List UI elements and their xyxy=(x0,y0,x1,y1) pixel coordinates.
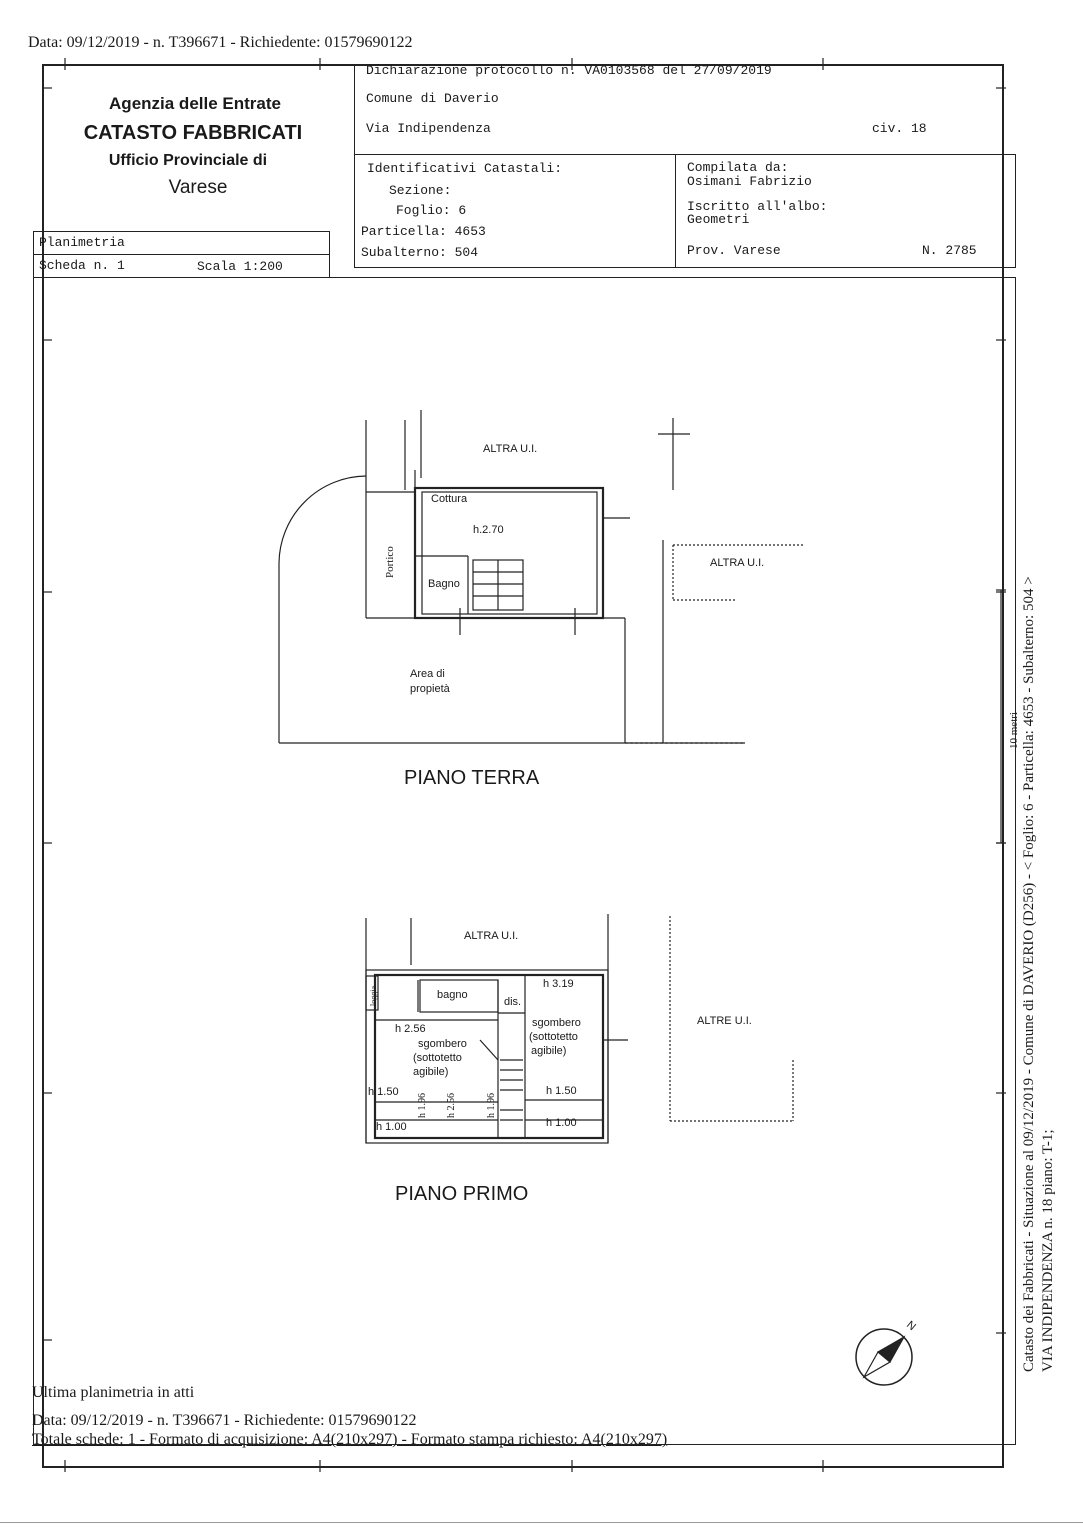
ff-v256: h 2.56 xyxy=(446,1093,457,1118)
ff-title: PIANO PRIMO xyxy=(395,1183,529,1205)
scale: Scala 1:200 xyxy=(197,259,283,274)
ff-h256: h 2.56 xyxy=(395,1023,426,1035)
ff-sgombero-right-1: sgombero xyxy=(532,1017,581,1029)
side-address-line: VIA INDIPENDENZA n. 18 piano: T-1; xyxy=(1040,1129,1056,1372)
gf-area-line2: propietà xyxy=(410,683,450,695)
ff-bagno: bagno xyxy=(437,989,468,1001)
agency-office: Ufficio Provinciale di xyxy=(108,152,268,169)
top-request-line: Data: 09/12/2019 - n. T396671 - Richiedente: 01579690122 xyxy=(28,34,413,51)
agency-catasto: CATASTO FABBRICATI xyxy=(83,122,303,144)
gf-bagno: Bagno xyxy=(428,578,460,590)
foglio: Foglio: 6 xyxy=(396,203,467,218)
gf-portico: Portico xyxy=(384,546,396,578)
ff-altre-right: ALTRE U.I. xyxy=(697,1015,752,1027)
particella: Particella: 4653 xyxy=(361,224,486,239)
sezione: Sezione: xyxy=(389,183,452,198)
footer-totals-line: Totale schede: 1 - Formato di acquisizione: A4(210x297) - Formato stampa richiesto: A4(210x297) xyxy=(32,1431,668,1448)
side-situation-line: Catasto dei Fabbricati - Situazione al 09/12/2019 - Comune di DAVERIO (D256) - < Foglio: 6 - Particella: 4653 - Subalterno: 504 > xyxy=(1021,576,1037,1372)
gf-height: h.2.70 xyxy=(473,524,504,536)
ff-sgombero-left-2: (sottotetto xyxy=(413,1052,462,1064)
albo-label: Iscritto all'albo: xyxy=(687,199,828,214)
ff-h100-left: h 1.00 xyxy=(376,1121,407,1133)
bottom-edge-line xyxy=(0,1522,1083,1523)
scale-bar-label: 10 metri xyxy=(1008,712,1020,749)
ff-h150-left: h 1.50 xyxy=(368,1086,399,1098)
comune-line: Comune di Daverio xyxy=(366,91,499,106)
compass-north-label: N xyxy=(904,1318,918,1334)
scheda-number: Scheda n. 1 xyxy=(39,258,125,273)
ff-h100-right: h 1.00 xyxy=(546,1117,577,1129)
ff-loggia: loggia xyxy=(369,986,378,1006)
ff-v196b: h 1.96 xyxy=(486,1093,497,1118)
ff-h319: h 3.19 xyxy=(543,978,574,990)
identifiers-title: Identificativi Catastali: xyxy=(367,161,563,176)
ff-v196a: h 1.96 xyxy=(417,1093,428,1118)
ff-dis: dis. xyxy=(504,996,522,1008)
gf-title: PIANO TERRA xyxy=(404,767,540,789)
ff-sgombero-left-1: sgombero xyxy=(418,1038,467,1050)
gf-altra-top: ALTRA U.I. xyxy=(483,443,538,455)
via-line: Via Indipendenza xyxy=(366,121,491,136)
ff-sgombero-left-3: agibile) xyxy=(413,1066,449,1078)
protocol-line: Dichiarazione protocollo n. VA0103568 del 27/09/2019 xyxy=(366,63,772,78)
gf-area-line1: Area di xyxy=(410,668,445,680)
compiled-label: Compilata da: xyxy=(687,160,789,175)
prov: Prov. Varese xyxy=(687,243,781,258)
footer-last-plan: Ultima planimetria in atti xyxy=(32,1384,195,1401)
footer-date-line: Data: 09/12/2019 - n. T396671 - Richiedente: 01579690122 xyxy=(32,1412,417,1429)
ff-altra-top: ALTRA U.I. xyxy=(464,930,519,942)
subalterno: Subalterno: 504 xyxy=(361,245,479,260)
gf-cottura: Cottura xyxy=(431,493,468,505)
ff-sgombero-right-2: (sottotetto xyxy=(529,1031,578,1043)
gf-altra-right: ALTRA U.I. xyxy=(710,557,765,569)
agency-city: Varese xyxy=(168,177,228,198)
albo-number: N. 2785 xyxy=(922,243,977,258)
civ-number: civ. 18 xyxy=(872,121,927,136)
compiled-name: Osimani Fabrizio xyxy=(687,174,812,189)
albo-value: Geometri xyxy=(687,212,750,227)
planimetria-title: Planimetria xyxy=(39,235,125,250)
ff-sgombero-right-3: agibile) xyxy=(531,1045,567,1057)
ff-h150-right: h 1.50 xyxy=(546,1085,577,1097)
agency-name: Agenzia delle Entrate xyxy=(109,94,281,113)
